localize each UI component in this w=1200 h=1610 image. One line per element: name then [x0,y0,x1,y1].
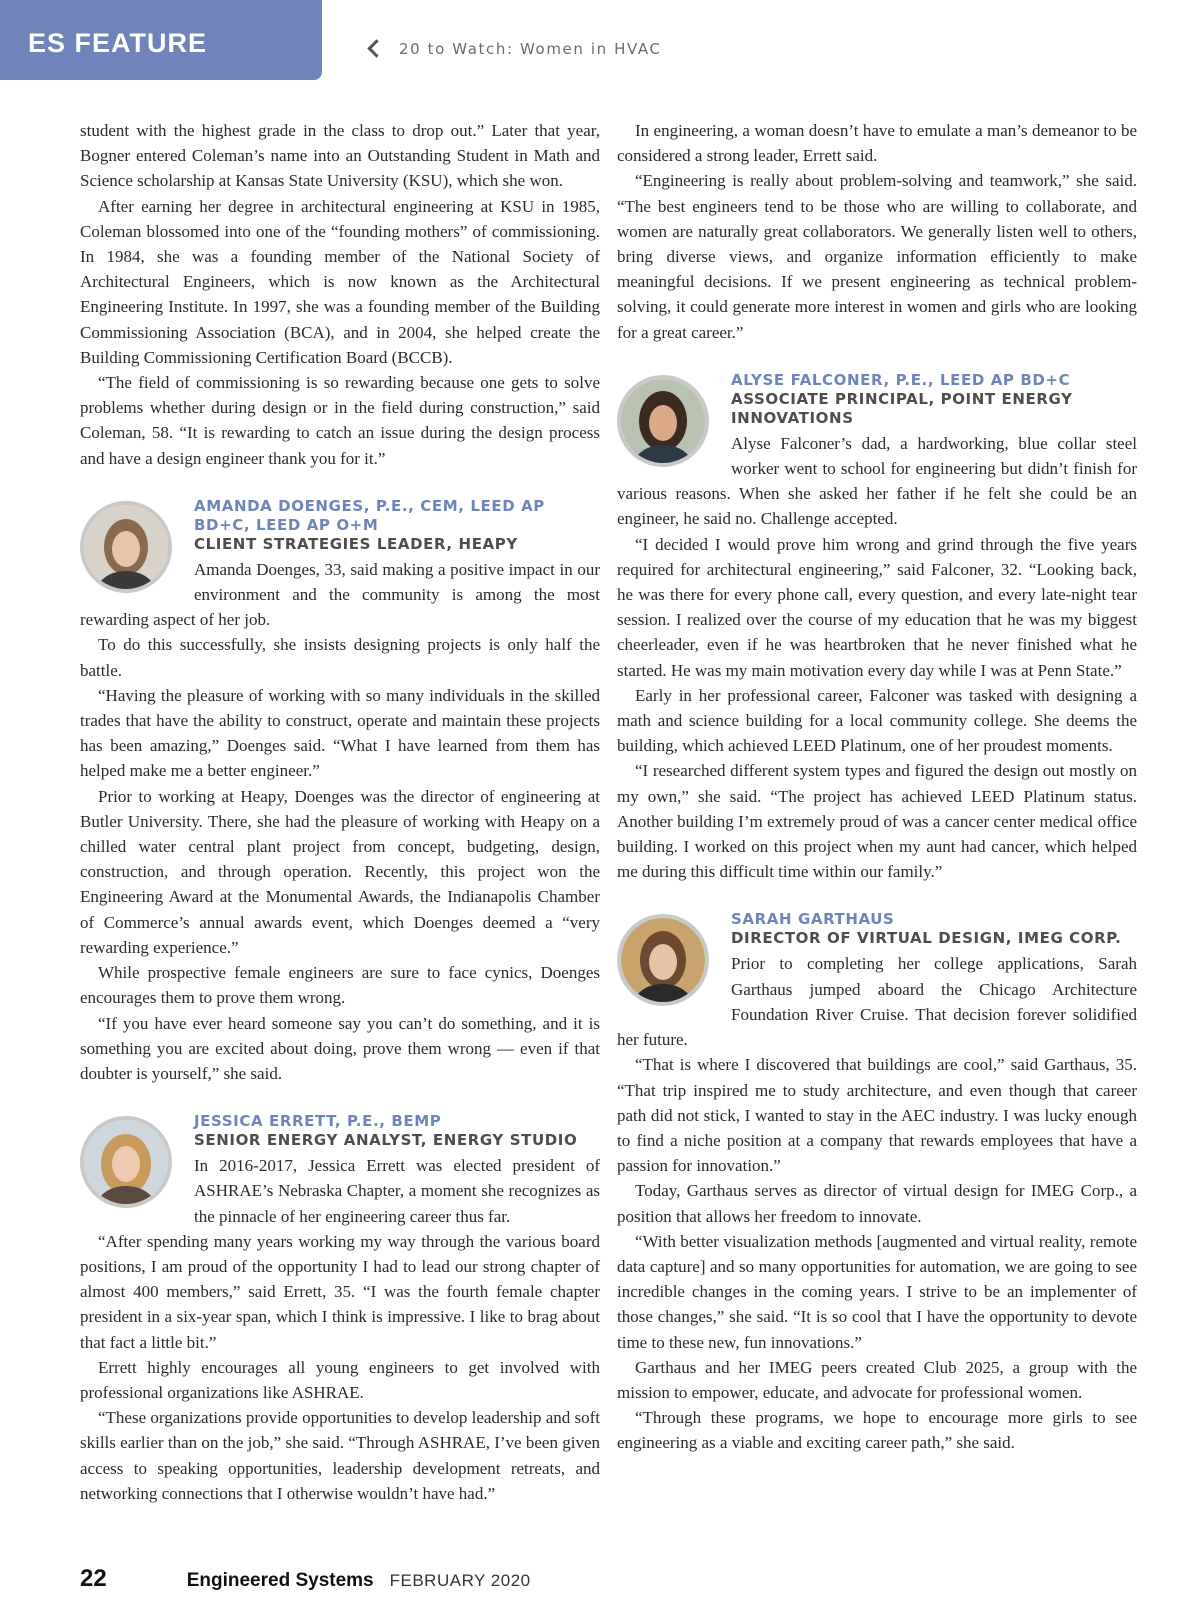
paragraph: After earning her degree in architectural engineering at KSU in 1985, Coleman blossomed into one of the “founding mothers” of commissioning. In 1984, she was a founding member of the National Society of Architectural Engineers, which is now known as the Architectural Engineering Institute. In 1997, she was a founding member of the Building Commissioning Association (BCA), and in 2004, she helped create the Building Commissioning Certification Board (BCCB). [80,196,600,367]
magazine-name: Engineered Systems [186,1570,374,1591]
profile-name: SARAH GARTHAUS [731,910,895,929]
paragraph: Early in her professional career, Falconer was tasked with designing a math and science building for a local community college. She deems the building, which achieved LEED Platinum, one of her proudest moments. [617,685,1137,756]
paragraph: In 2016-2017, Jessica Errett was elected president of ASHRAE’s Nebraska Chapter, a moment she recognizes as the pinnacle of her engineering career thus far. [194,1156,600,1226]
profile-errett [80,1112,600,1506]
avatar [80,501,172,593]
paragraph: To do this successfully, she insists designing projects is only half the battle. [80,635,600,680]
chevron-left-icon[interactable] [367,39,385,57]
breadcrumb-label[interactable]: 20 to Watch: Women in HVAC [399,40,662,58]
profile-name: ALYSE FALCONER, P.E., LEED AP BD+C [731,370,1071,389]
portrait-icon [84,505,168,589]
paragraph: “With better visualization methods [augmented and virtual reality, remote data capture] and so many opportunities for automation, we are going to see incredible changes in the coming years. I strive to be an implementer of those changes,” she said. “It is so cool that I have the opportunity to devote time to these new, fun innovations.” [617,1231,1137,1352]
profile-title: CLIENT STRATEGIES LEADER, HEAPY [194,534,518,553]
paragraph: “I researched different system types and figured the design out mostly on my own,” she said. “The project has achieved LEED Platinum status. Another building I’m extremely proud of was a cancer center medical office building. I worked on this project when my aunt had cancer, which helped me during this difficult time within our family.” [617,761,1137,882]
profile-title: ASSOCIATE PRINCIPAL, POINT ENERGY INNOVATIONS [731,389,1073,427]
section-label: ES FEATURE [28,28,208,58]
left-column [80,118,600,1506]
profile-garthaus [617,910,1137,1455]
profile-falconer [617,371,1137,885]
paragraph: “If you have ever heard someone say you can’t do something, and it is something you are excited about doing, prove them wrong — even if that doubter is yourself,” she said. [80,1013,600,1083]
paragraph: “I decided I would prove him wrong and grind through the five years required for architectural engineering,” said Falconer, 32. “Looking back, he was there for every phone call, every question, and every late-night tear session. I realized over the course of my education that he was my biggest cheerleader, even if he was heartbroken that he never finished what he started. He was my main motivation every day while I was at Penn State.” [617,534,1137,680]
issue-date: FEBRUARY 2020 [389,1571,531,1590]
paragraph: Amanda Doenges, 33, said making a positive impact in our environment and the community is among the most rewarding aspect of her job. [80,559,600,630]
paragraph: While prospective female engineers are sure to face cynics, Doenges encourages them to prove them wrong. [80,963,600,1008]
avatar [617,914,709,1006]
paragraph: student with the highest grade in the class to drop out.” Later that year, Bogner entered Coleman’s name into an Outstanding Student in Math and Science scholarship at Kansas State University (KSU), which she won. [80,121,600,191]
page-footer [80,1565,531,1593]
paragraph: “Having the pleasure of working with so many individuals in the skilled trades that have the ability to construct, operate and maintain these projects has been amazing,” Doenges said. “What I have learned from them has helped make me a better engineer.” [80,685,600,781]
portrait-icon [621,918,705,1002]
paragraph: Today, Garthaus serves as director of virtual design for IMEG Corp., a position that allows her freedom to innovate. [617,1181,1137,1226]
section-tab [0,0,322,80]
portrait-icon [84,1120,168,1204]
page-number: 22 [80,1565,107,1592]
paragraph: “These organizations provide opportunities to develop leadership and soft skills earlier than on the job,” she said. “Through ASHRAE, I’ve been given access to speaking opportunities, leadership development retreats, and networking connections that I otherwise wouldn’t have had.” [80,1408,600,1503]
avatar [80,1116,172,1208]
avatar [617,375,709,467]
right-column [617,118,1137,1456]
paragraph: “Engineering is really about problem-solving and teamwork,” she said. “The best engineers tend to be those who are willing to collaborate, and women are naturally great collaborators. We generally listen well to others, bring diverse views, and organize information efficiently to make meaningful decisions. If we present engineering as technical problem-solving, it could generate more interest in women and girls who are looking for a great career.” [617,171,1137,342]
profile-name: JESSICA ERRETT, P.E., BEMP [194,1112,442,1131]
profile-title: SENIOR ENERGY ANALYST, ENERGY STUDIO [194,1131,578,1150]
breadcrumb[interactable] [370,40,662,58]
profile-doenges [80,497,600,1086]
paragraph: Prior to completing her college applications, Sarah Garthaus jumped aboard the Chicago Architecture Foundation River Cruise. That decision forever solidified her future. [617,954,1137,1050]
profile-title: DIRECTOR OF VIRTUAL DESIGN, IMEG CORP. [731,929,1122,948]
paragraph: “That is where I discovered that buildings are cool,” said Garthaus, 35. “That trip inspired me to study architecture, and even though that career path did not stick, I wanted to stay in the AEC industry. I was lucky enough to find a niche position at a company that rewards employees that have a passion for innovation.” [617,1055,1137,1176]
portrait-icon [621,379,705,463]
profile-name: AMANDA DOENGES, P.E., CEM, LEED AP BD+C, LEED AP O+M [194,496,545,534]
paragraph: “The field of commissioning is so rewarding because one gets to solve problems whether during design or in the field during construction,” said Coleman, 58. “It is rewarding to catch an issue during the design process and have a design engineer thank you for it.” [80,373,600,468]
paragraph: Errett highly encourages all young engineers to get involved with professional organizations like ASHRAE. [80,1357,600,1402]
paragraph: In engineering, a woman doesn’t have to emulate a man’s demeanor to be considered a strong leader, Errett said. [617,121,1137,166]
paragraph: Garthaus and her IMEG peers created Club 2025, a group with the mission to empower, educate, and advocate for professional women. [617,1357,1137,1402]
paragraph: Alyse Falconer’s dad, a hardworking, blue collar steel worker went to school for engineering but didn’t finish for various reasons. When she asked her father if he felt she could be an engineer, he said no. Challenge accepted. [617,433,1137,529]
paragraph: Prior to working at Heapy, Doenges was the director of engineering at Butler University. There, she had the pleasure of working with Heapy on a chilled water central plant project from concept, budgeting, design, construction, and through operation. Recently, this project won the Engineering Award at the Monumental Awards, the Indianapolis Chamber of Commerce’s annual awards event, which Doenges deemed a “very rewarding experience.” [80,786,600,957]
paragraph: “After spending many years working my way through the various board positions, I am proud of the opportunity I had to lead our strong chapter of almost 400 members,” said Errett, 35. “I was the fourth female chapter president in a six-year span, which I think is impressive. I like to brag about that fact a little bit.” [80,1231,600,1352]
paragraph: “Through these programs, we hope to encourage more girls to see engineering as a viable and exciting career path,” she said. [617,1408,1137,1453]
